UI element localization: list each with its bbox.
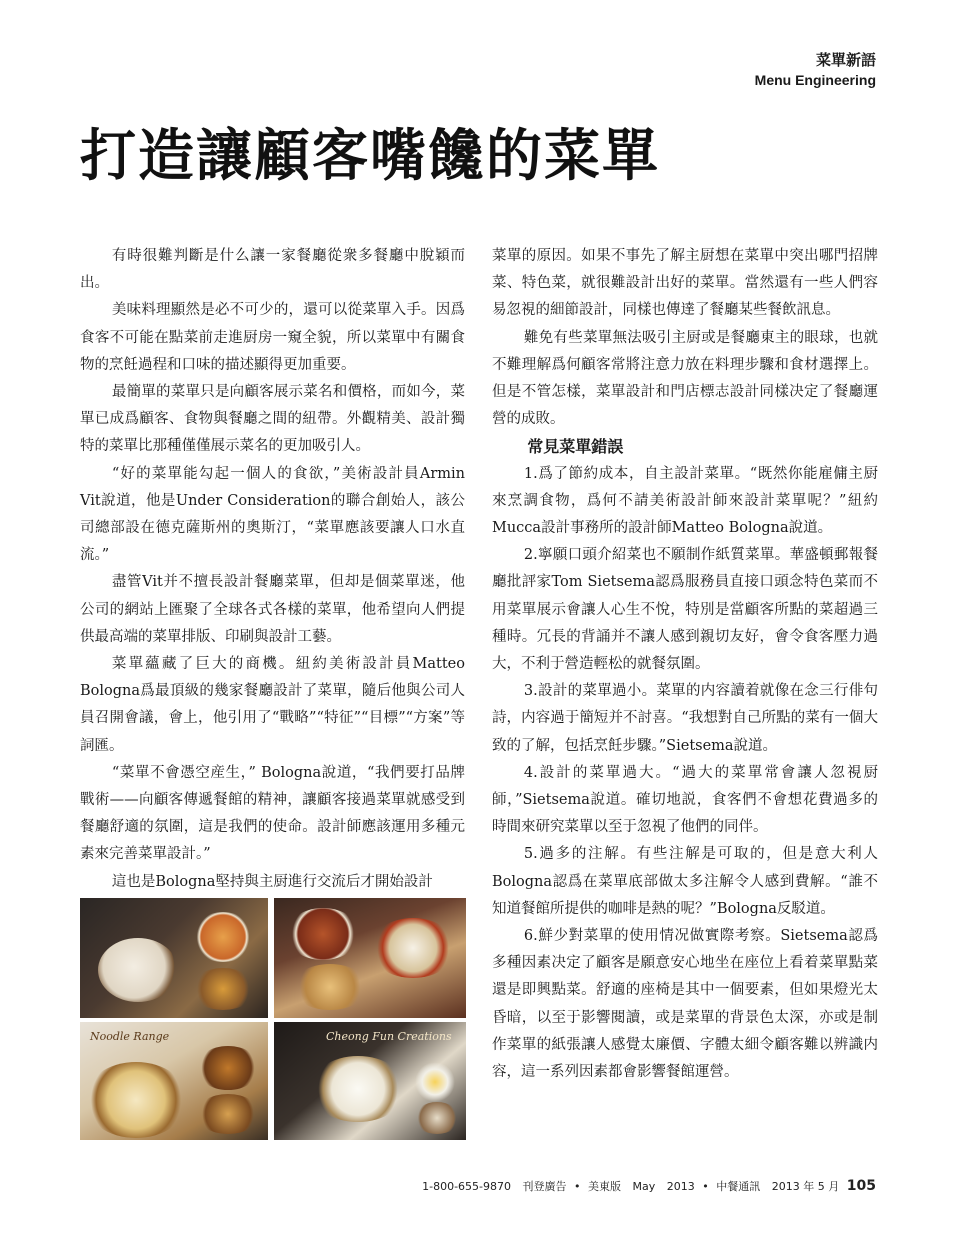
phone-number: 1-800-655-9870: [422, 1180, 512, 1193]
paragraph: 最簡單的菜單只是向顧客展示菜名和價格，而如今，菜單已成爲顧客、食物與餐廳之間的紐帶。外觀精美、設計獨特的菜單比那種僅僅展示菜名的更加吸引人。: [80, 384, 465, 455]
paragraph: “好的菜單能勾起一個人的食欲，”美術設計員Armin Vit說道，他是Under Consideration的聯合創始人，該公司總部設在德克薩斯州的奧斯汀，“菜單應該要讓人口水直流。”: [80, 465, 465, 564]
ad-text: 刊登廣告: [522, 1180, 567, 1193]
menu-photo-cheong-fun: [274, 1022, 466, 1140]
edition: 美東版: [588, 1180, 622, 1193]
mistake-item: 2.寧願口頭介紹菜也不願制作紙質菜單。華盛頓郵報餐廳批評家Tom Sietsema認爲服務員直接口頭念特色菜而不用菜單展示會讓人心生不悅，特別是當顧客所點的菜超過三種時。冗長的背誦并不讓人感到親切友好，會令食客壓力過大，不利于營造輕松的就餐氛圍。: [492, 547, 878, 673]
noodle-range-label: Noodle Range: [90, 1030, 170, 1043]
mistake-item: 3.設計的菜單過小。菜單的内容讀着就像在念三行俳句詩，内容過于簡短并不討喜。“我想對自己所點的菜有一個大致的了解，包括烹飪步驟。”Sietsema說道。: [492, 683, 878, 754]
cheong-fun-label: Cheong Fun Creations: [326, 1030, 452, 1043]
mistake-item: 6.鮮少對菜單的使用情况做實際考察。Sietsema認爲多種因素决定了顧客是願意安心地坐在座位上看着菜單點菜還是即興點菜。舒適的座椅是其中一個要素，但如果燈光太昏暗，以至于影響閱讀，或是菜單的背景色太深，亦或是制作菜單的紙張讓人感覺太廉價、字體太細令顧客難以辨識内容，這一系列因素都會影響餐館運營。: [492, 928, 878, 1081]
paragraph-continued: 菜單的原因。如果不事先了解主厨想在菜單中突出哪門招牌菜、特色菜，就很難設計出好的菜單。當然還有一些人們容易忽視的細節設計，同樣也傳達了餐廳某些餐飲訊息。: [492, 248, 878, 319]
page-footer: 1-800-655-9870 刊登廣告 • 美東版 May 2013 • 中餐通訊 2013 年 5 月 105: [422, 1178, 876, 1194]
paragraph: 有時很難判斷是什么讓一家餐廳從衆多餐廳中脫穎而出。: [80, 248, 465, 292]
paragraph: 難免有些菜單無法吸引主厨或是餐廳東主的眼球，也就不難理解爲何顧客常將注意力放在料理步驟和食材選擇上。但是不管怎樣，菜單設計和門店標志設計同樣决定了餐廳運營的成敗。: [492, 329, 878, 428]
paragraph: “菜單不會憑空産生，” Bologna說道，“我們要打品牌戰術——向顧客傳遞餐館的精神，讓顧客接過菜單就感受到餐廳舒適的氛圍，這是我們的使命。設計師應該運用多種元素來完善菜單設計。”: [80, 764, 465, 863]
page-number: 105: [846, 1178, 876, 1194]
menu-photo-steak: [80, 898, 268, 1018]
subheading: 常見菜單錯誤: [527, 437, 624, 457]
mistake-item: 1.爲了節約成本，自主設計菜單。“既然你能雇傭主厨來烹調食物，爲何不請美術設計師來設計菜單呢？”紐約Mucca設計事務所的設計師Matteo Bologna說道。: [492, 465, 878, 537]
section-header: [755, 50, 876, 90]
issue-date-cn: 2013 年 5 月: [771, 1180, 840, 1193]
section-name-en: Menu Engineering: [754, 72, 876, 88]
paragraph: 盡管Vit并不擅長設計餐廳菜單，但却是個菜單迷，他公司的網站上匯聚了全球各式各樣的菜單，他希望向人們提供最高端的菜單排版、印刷與設計工藝。: [80, 574, 465, 645]
mistake-item: 4.設計的菜單過大。“過大的菜單常會讓人忽視厨師，”Sietsema說道。確切地説，食客們不會想花費過多的時間來研究菜單以至于忽視了他們的同伴。: [492, 764, 878, 836]
menu-photo-roast: [274, 898, 466, 1018]
magazine-name: 中餐通訊: [716, 1180, 761, 1193]
right-column: [492, 243, 878, 1086]
left-column: [80, 243, 465, 896]
menu-photo-collage: [80, 898, 466, 1140]
paragraph: 菜單蘊藏了巨大的商機。紐約美術設計員Matteo Bologna爲最頂級的幾家餐廳設計了菜單，隨后他與公司人員召開會議，會上，他引用了“戰略”“特征”“目標”“方案”等詞匯。: [80, 656, 465, 754]
issue-year: 2013: [666, 1180, 695, 1193]
issue-month: May: [632, 1180, 656, 1193]
paragraph: 這也是Bologna堅持與主厨進行交流后才開始設計: [111, 873, 433, 890]
article-title: 打造讓顧客嘴饞的菜單: [80, 123, 660, 189]
menu-photo-noodles: [80, 1022, 268, 1140]
section-name-cn: 菜單新語: [815, 51, 876, 69]
mistake-item: 5.過多的注解。有些注解是可取的，但是意大利人Bologna認爲在菜單底部做太多注解令人感到費解。“誰不知道餐館所提供的咖啡是熱的呢？”Bologna反駁道。: [492, 846, 878, 917]
paragraph: 美味料理顯然是必不可少的，還可以從菜單入手。因爲食客不可能在點菜前走進厨房一窺全貌，所以菜單中有關食物的烹飪過程和口味的描述顯得更加重要。: [80, 302, 465, 373]
